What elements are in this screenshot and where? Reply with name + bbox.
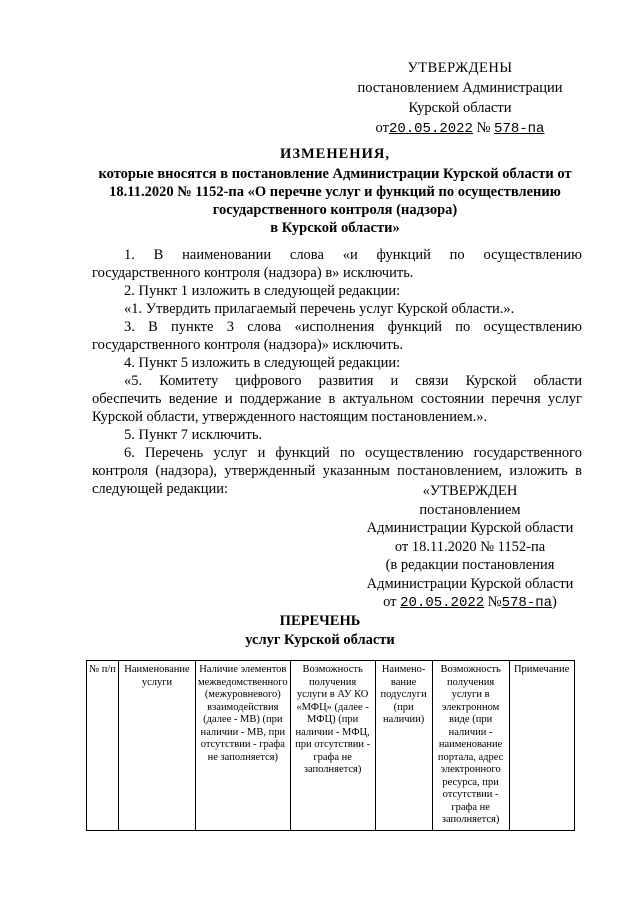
header-cell-number: № п/п <box>87 661 119 831</box>
approval2-title: «УТВЕРЖДЕН <box>422 483 518 499</box>
approval2-line-2: Администрации Курской области <box>366 520 574 536</box>
paragraph-4-line-1: 3. В пункте 3 слова «исполнения функций по осуществлению <box>124 319 582 335</box>
paragraph-6-line-3: Курской области, утвержденного настоящим постановлением.». <box>92 409 488 425</box>
changes-heading <box>88 145 582 237</box>
header-cell-service-name: Наименование услуги <box>119 661 196 831</box>
approval-title: УТВЕРЖДЕНЫ <box>407 60 513 76</box>
services-table <box>86 660 575 831</box>
paragraph-8-line-2: контроля (надзора), утвержденный указанным постановлением, изложить в <box>92 463 582 479</box>
header-cell-note: Примечание <box>509 661 574 831</box>
approval2-date-prefix: от <box>383 594 397 610</box>
paragraph-8-line-3: следующей редакции: <box>92 481 229 497</box>
header-cell-interaction: Наличие элементов межведомственного (межуровневого) взаимодействия (далее - МВ) (при наличии - МВ, при отсутствии - графа не заполняется) <box>196 661 291 831</box>
approval-date: 20.05.2022 <box>388 121 473 137</box>
approval2-line-4: (в редакции постановления <box>385 557 555 573</box>
paragraph-6-line-2: обеспечить ведение и поддержание в актуальном состоянии перечня услуг <box>92 391 582 407</box>
paragraph-8-line-1: 6. Перечень услуг и функций по осуществлению государственного <box>124 445 582 461</box>
paragraph-7: 5. Пункт 7 исключить. <box>124 427 263 443</box>
approval-stamp-2 <box>350 482 590 613</box>
approval2-date: 20.05.2022 <box>400 595 485 611</box>
approval2-line-5: Администрации Курской области <box>366 575 574 592</box>
changes-title: ИЗМЕНЕНИЯ, <box>280 146 390 162</box>
approval2-number-prefix: № <box>487 594 502 610</box>
paragraph-1-line-2: государственного контроля (надзора) в» исключить. <box>92 265 414 281</box>
changes-subtitle-1: которые вносятся в постановление Администрации Курской области от <box>98 166 572 182</box>
table-header-row <box>87 661 575 831</box>
approval2-date-line <box>350 593 590 613</box>
header-cell-electronic: Возможность получения услуги в электронном виде (при наличии - наименование портала, адрес электронного ресурса, при отсутствии - графа не заполняется) <box>432 661 509 831</box>
paragraph-2: 2. Пункт 1 изложить в следующей редакции: <box>124 283 401 299</box>
approval-date-line <box>330 118 590 139</box>
approval-date-prefix: от <box>375 120 389 136</box>
header-cell-subservice: Наимено-вание подуслуги (при наличии) <box>375 661 432 831</box>
approval2-number: 578-па <box>501 595 553 611</box>
changes-subtitle-2: 18.11.2020 № 1152-па «О перечне услуг и функций по осуществлению <box>109 184 561 200</box>
approval-line-2: Курской области <box>408 100 512 116</box>
list-subtitle: услуг Курской области <box>245 632 395 648</box>
approval-stamp <box>330 58 590 139</box>
approval2-line-1: постановлением <box>419 501 521 518</box>
paragraph-3: «1. Утвердить прилагаемый перечень услуг Курской области.». <box>124 301 515 317</box>
changes-subtitle-3: государственного контроля (надзора) <box>212 202 458 218</box>
paragraph-1-line-1: 1. В наименовании слова «и функций по осуществлению <box>124 247 582 263</box>
approval2-closing: ) <box>552 594 557 610</box>
list-title: ПЕРЕЧЕНЬ <box>279 613 361 629</box>
header-cell-mfc: Возможность получения услуги в АУ КО «МФЦ» (далее - МФЦ) (при наличии - МФЦ, при отсутствии - графа не заполняется) <box>290 661 375 831</box>
paragraph-6-line-1: «5. Комитету цифрового развития и связи Курской области <box>124 373 582 389</box>
approval-number-prefix: № <box>476 120 491 136</box>
paragraph-5: 4. Пункт 5 изложить в следующей редакции: <box>124 355 401 371</box>
approval-number: 578-па <box>494 121 545 137</box>
list-heading <box>200 612 440 650</box>
document-body <box>92 246 582 498</box>
paragraph-4-line-2: государственного контроля (надзора)» исключить. <box>92 337 403 353</box>
changes-subtitle-4: в Курской области» <box>270 220 400 236</box>
approval2-line-3: от 18.11.2020 № 1152-па <box>394 538 546 555</box>
approval-line-1: постановлением Администрации <box>357 80 563 96</box>
